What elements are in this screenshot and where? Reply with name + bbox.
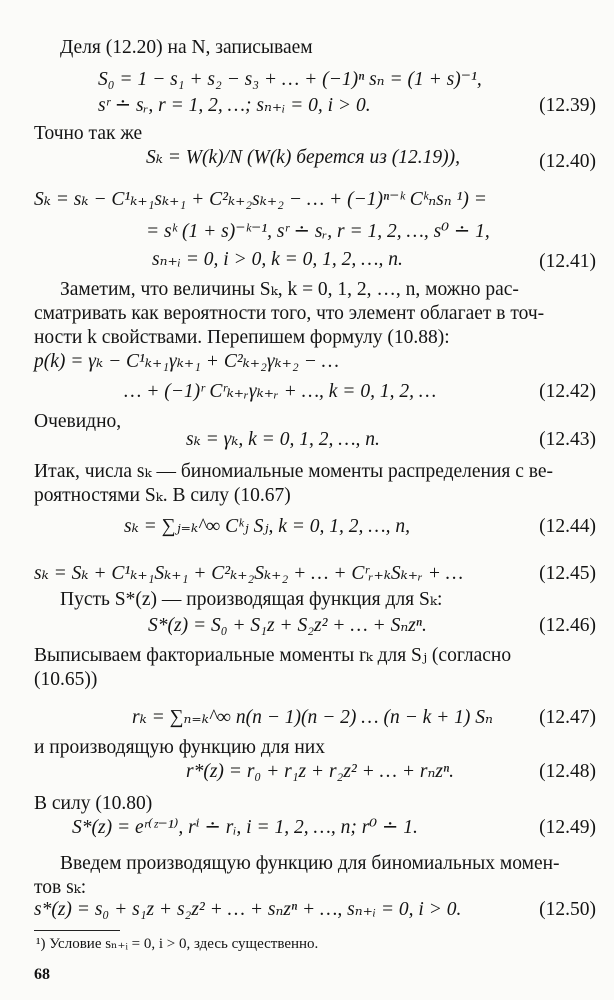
text-line: Выписываем факториальные моменты rₖ для Sⱼ (согласно [34,645,512,666]
formula-line: S*(z) = S₀ + S₁z + S₂z² + … + Sₙzⁿ. [148,615,427,636]
text-line: (10.65)) [34,669,98,690]
formula-line: sₖ = γₖ, k = 0, 1, 2, …, n. [186,429,380,450]
formula-line: p(k) = γₖ − C¹ₖ₊₁γₖ₊₁ + C²ₖ₊₂γₖ₊₂ − … [34,351,339,372]
footnote: ¹) Условие sₙ₊ᵢ = 0, i > 0, здесь существенно. [36,936,319,952]
formula-line: … + (−1)ʳ Cʳₖ₊ᵣγₖ₊ᵣ + …, k = 0, 1, 2, … [124,381,437,402]
equation-number: (12.48) [539,761,596,782]
text-line: Заметим, что величины Sₖ, k = 0, 1, 2, …, n, можно рас- [60,279,519,300]
formula-line: sₖ = ∑ⱼ₌ₖ^∞ Cᵏⱼ Sⱼ, k = 0, 1, 2, …, n, [124,516,411,537]
footnote-rule [34,930,120,931]
formula-line: sʳ ∸ sᵣ, r = 1, 2, …; sₙ₊ᵢ = 0, i > 0. [98,95,371,116]
formula-line: S₀ = 1 − s₁ + s₂ − s₃ + … + (−1)ⁿ sₙ = (1 + s)⁻¹, [98,69,482,90]
text-line: сматривать как вероятности того, что элемент облагает в точ- [34,303,545,324]
text-line: тов sₖ: [34,877,87,898]
equation-number: (12.49) [539,817,596,838]
text-line: Деля (12.20) на N, записываем [60,37,313,58]
equation-number: (12.47) [539,707,596,728]
equation-number: (12.42) [539,381,596,402]
formula-line: r*(z) = r₀ + r₁z + r₂z² + … + rₙzⁿ. [186,761,455,782]
text-line: Пусть S*(z) — производящая функция для Sₖ: [60,589,443,610]
equation-number: (12.50) [539,899,596,920]
text-line: роятностями Sₖ. В силу (10.67) [34,485,291,506]
equation-number: (12.45) [539,563,596,584]
equation-number: (12.44) [539,516,596,537]
formula-line: rₖ = ∑ₙ₌ₖ^∞ n(n − 1)(n − 2) … (n − k + 1) Sₙ [132,707,493,728]
equation-number: (12.46) [539,615,596,636]
equation-number: (12.39) [539,95,596,116]
formula-line: sₙ₊ᵢ = 0, i > 0, k = 0, 1, 2, …, n. [152,249,403,270]
equation-number: (12.40) [539,151,596,172]
text-line: Точно так же [34,123,143,144]
page-number: 68 [34,966,50,983]
formula-line: Sₖ = sₖ − C¹ₖ₊₁sₖ₊₁ + C²ₖ₊₂sₖ₊₂ − … + (−1)ⁿ⁻ᵏ Cᵏₙsₙ ¹) = [34,189,487,210]
formula-line: = sᵏ (1 + s)⁻ᵏ⁻¹, sʳ ∸ sᵣ, r = 1, 2, …, s⁰ ∸ 1, [146,221,490,242]
equation-number: (12.41) [539,251,596,272]
text-line: Итак, числа sₖ — биномиальные моменты распределения с ве- [34,461,554,482]
text-line: и производящую функцию для них [34,737,325,758]
text-line: В силу (10.80) [34,793,153,814]
text-line: Очевидно, [34,411,122,432]
formula-line: s*(z) = s₀ + s₁z + s₂z² + … + sₙzⁿ + …, sₙ₊ᵢ = 0, i > 0. [34,899,462,920]
equation-number: (12.43) [539,429,596,450]
formula-line: sₖ = Sₖ + C¹ₖ₊₁Sₖ₊₁ + C²ₖ₊₂Sₖ₊₂ + … + Cʳᵣ₊ₖSₖ₊ᵣ + … [34,563,464,584]
text-line: Введем производящую функцию для биномиальных момен- [60,853,560,874]
formula-line: Sₖ = W(k)/N (W(k) берется из (12.19)), [146,147,460,168]
text-line: ности k свойствами. Перепишем формулу (10.88): [34,327,450,348]
formula-line: S*(z) = eʳ⁽ᶻ⁻¹⁾, rⁱ ∸ rᵢ, i = 1, 2, …, n; r⁰ ∸ 1. [72,817,418,838]
